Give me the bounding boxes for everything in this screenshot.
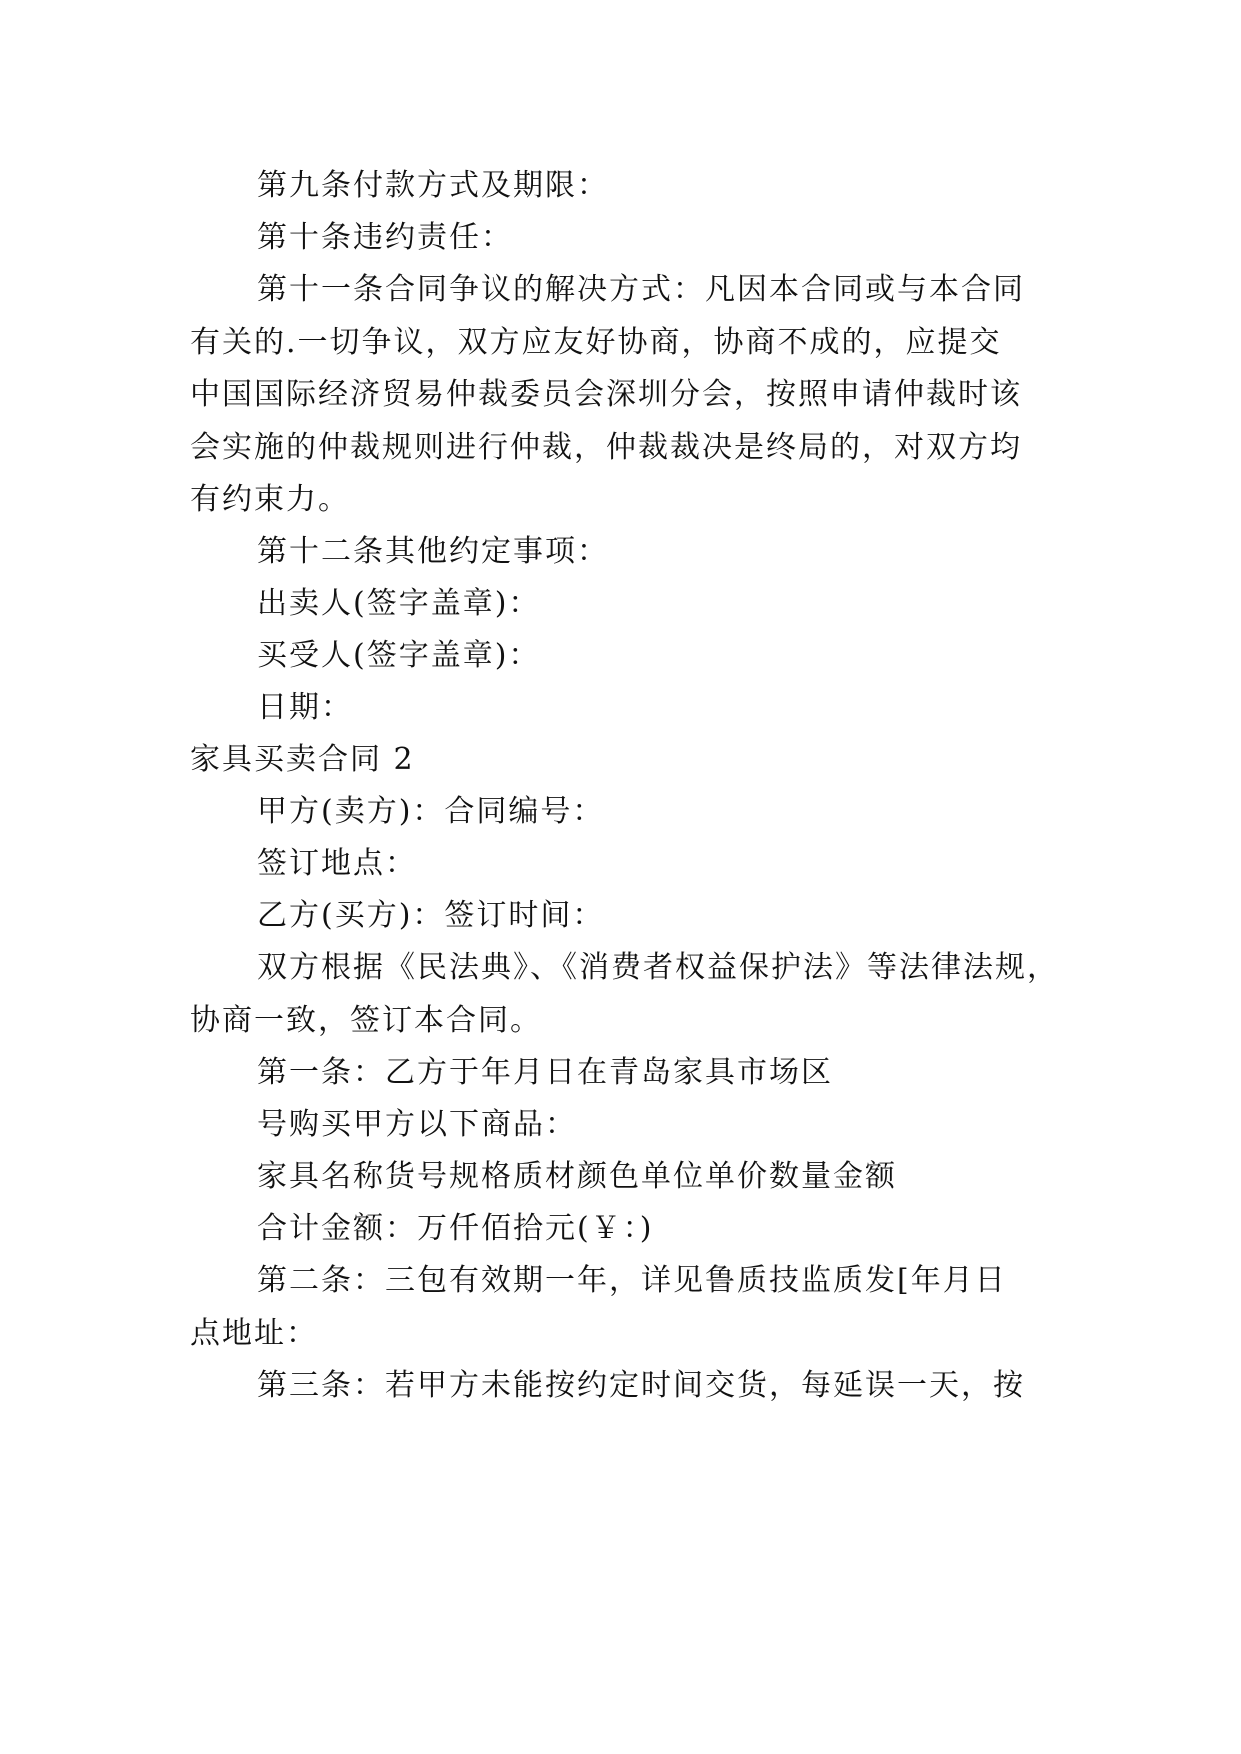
total-amount: 合计金额：万仟佰拾元(￥：) (257, 1211, 654, 1246)
article-2-line-2: 点地址： (190, 1316, 318, 1351)
clause-11-dispute: 第十一条合同争议的解决方式：凡因本合同或与本合同 (257, 272, 1025, 307)
seller-signature: 出卖人(签字盖章)： (257, 586, 541, 621)
clause-12-other: 第十二条其他约定事项： (257, 534, 609, 569)
clause-9-payment: 第九条付款方式及期限： (257, 168, 609, 203)
party-a-seller: 甲方(卖方)：合同编号： (257, 794, 605, 829)
party-b-buyer: 乙方(买方)：签订时间： (257, 898, 605, 933)
signing-place: 签订地点： (257, 846, 417, 881)
preamble-line-2: 协商一致，签订本合同。 (190, 1003, 542, 1038)
clause-11-line-3: 中国国际经济贸易仲裁委员会深圳分会，按照申请仲裁时该 (190, 377, 1022, 412)
date-line: 日期： (257, 690, 353, 725)
article-3: 第三条：若甲方未能按约定时间交货，每延误一天，按 (257, 1368, 1025, 1403)
clause-11-line-5: 有约束力。 (190, 482, 350, 517)
article-2: 第二条：三包有效期一年，详见鲁质技监质发[年月日 (257, 1263, 1007, 1298)
article-1: 第一条：乙方于年月日在青岛家具市场区 (257, 1055, 833, 1090)
clause-11-line-4: 会实施的仲裁规则进行仲裁，仲裁裁决是终局的，对双方均 (190, 430, 1022, 465)
preamble: 双方根据《民法典》、《消费者权益保护法》等法律法规， (257, 950, 1059, 985)
goods-table-header: 家具名称货号规格质材颜色单位单价数量金额 (257, 1159, 897, 1194)
clause-10-liability: 第十条违约责任： (257, 220, 513, 255)
clause-11-line-2: 有关的.一切争议，双方应友好协商，协商不成的，应提交 (190, 325, 1002, 360)
buyer-signature: 买受人(签字盖章)： (257, 638, 541, 673)
contract-2-heading: 家具买卖合同 2 (190, 742, 415, 777)
article-1-goods: 号购买甲方以下商品： (257, 1107, 577, 1142)
